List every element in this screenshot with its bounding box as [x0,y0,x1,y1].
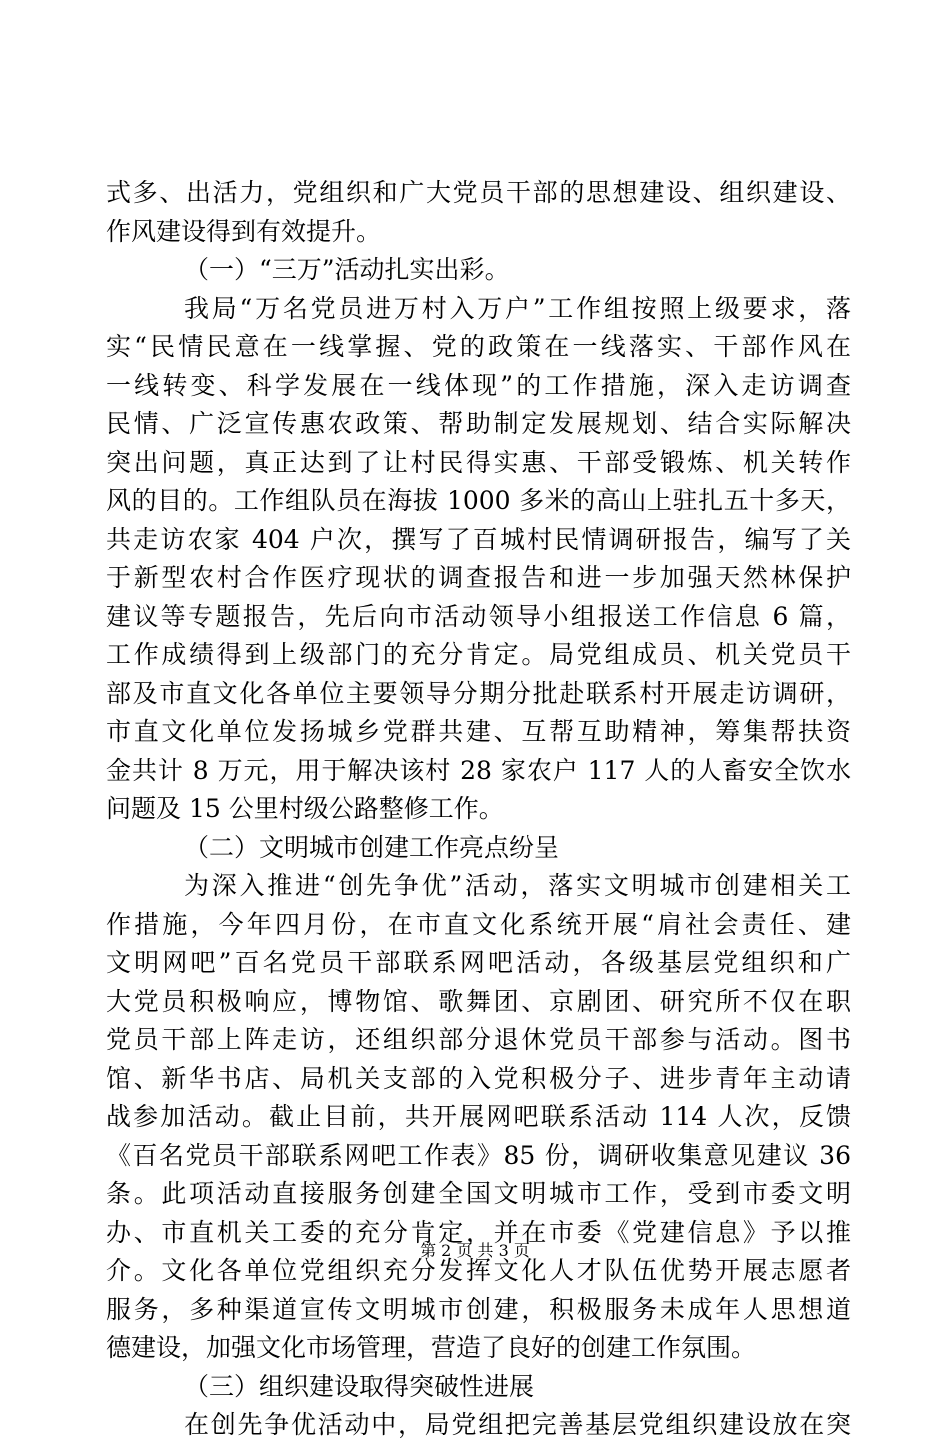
paragraph-line: 金共计 8 万元，用于解决该村 28 家农户 117 人的人畜安全饮水 [106,755,851,785]
paragraph-line: 突出问题，真正达到了让村民得实惠、干部受锻炼、机关转作 [106,447,851,477]
paragraph-line: 式多、出活力，党组织和广大党员干部的思想建设、组织建设、 [106,178,851,207]
paragraph-line: 条。此项活动直接服务创建全国文明城市工作，受到市委文明 [106,1179,851,1208]
paragraph-line: 问题及 15 公里村级公路整修工作。 [106,794,504,823]
paragraph-line: 作措施，今年四月份，在市直文化系统开展“肩社会责任、建 [106,909,851,939]
paragraph-line: 德建设，加强文化市场管理，营造了良好的创建工作氛围。 [106,1333,757,1362]
paragraph-line: 部及市直文化各单位主要领导分期分批赴联系村开展走访调研， [106,678,851,708]
paragraph-line: 《百名党员干部联系网吧工作表》85 份，调研收集意见建议 36 [106,1140,851,1170]
section-heading: （一）“三万”活动扎实出彩。 [184,255,510,284]
paragraph-line: 民情、广泛宣传惠农政策、帮助制定发展规划、结合实际解决 [106,409,851,438]
paragraph-line: 为深入推进“创先争优”活动，落实文明城市创建相关工 [184,871,851,900]
paragraph-line: 工作成绩得到上级部门的充分肯定。局党组成员、机关党员干 [106,640,851,669]
paragraph-line: 作风建设得到有效提升。 [106,216,382,246]
paragraph-line: 在创先争优活动中，局党组把完善基层党组织建设放在突 [184,1410,851,1439]
section-heading: （二）文明城市创建工作亮点纷呈 [184,832,560,862]
paragraph-line: 战参加活动。截止目前，共开展网吧联系活动 114 人次，反馈 [106,1102,851,1131]
paragraph-line: 一线转变、科学发展在一线体现”的工作措施，深入走访调查 [106,370,851,400]
paragraph-line: 办、市直机关工委的充分肯定，并在市委《党建信息》予以推 [106,1217,851,1247]
paragraph-line: 实“民情民意在一线掌握、党的政策在一线落实、干部作风在 [106,332,851,361]
paragraph-line: 大党员积极响应，博物馆、歌舞团、京剧团、研究所不仅在职 [106,986,851,1016]
paragraph-line: 服务，多种渠道宣传文明城市创建，积极服务未成年人思想道 [106,1294,851,1324]
section-heading: （三）组织建设取得突破性进展 [184,1371,535,1401]
paragraph-line: 于新型农村合作医疗现状的调查报告和进一步加强天然林保护 [106,563,851,592]
page-footer: 第 2 页 共 3 页 [420,1241,530,1260]
paragraph-line: 市直文化单位发扬城乡党群共建、互帮互助精神，筹集帮扶资 [106,717,851,746]
paragraph-line: 介。文化各单位党组织充分发挥文化人才队伍优势开展志愿者 [106,1256,851,1285]
paragraph-line: 建议等专题报告，先后向市活动领导小组报送工作信息 6 篇， [106,601,851,631]
paragraph-line: 馆、新华书店、局机关支部的入党积极分子、进步青年主动请 [106,1063,851,1093]
paragraph-line: 共走访农家 404 户次，撰写了百城村民情调研报告，编写了关 [106,524,851,554]
paragraph-line: 党员干部上阵走访，还组织部分退休党员干部参与活动。图书 [106,1025,851,1054]
paragraph-line: 风的目的。工作组队员在海拔 1000 多米的高山上驻扎五十多天， [106,486,851,515]
paragraph-line: 我局“万名党员进万村入万户”工作组按照上级要求，落 [184,293,851,323]
paragraph-line: 文明网吧”百名党员干部联系网吧活动，各级基层党组织和广 [106,948,851,977]
